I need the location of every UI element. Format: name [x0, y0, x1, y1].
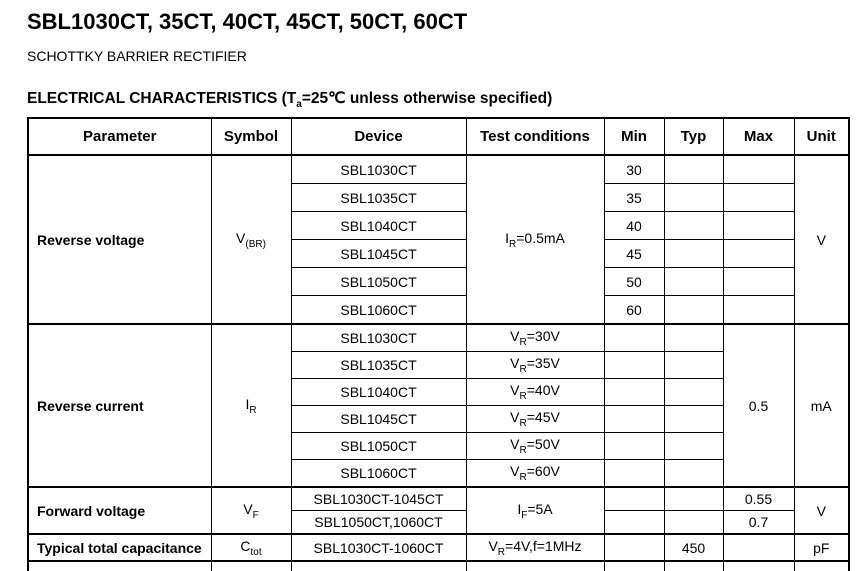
min-cell: 40 [604, 212, 664, 240]
symbol-base: C [240, 537, 251, 554]
table-row [28, 534, 849, 561]
test-post: =30V [526, 328, 560, 345]
test-conditions-cell [466, 534, 604, 561]
test-post: =40V [526, 382, 560, 399]
test-conditions-cell [466, 433, 604, 460]
column-header-device: Device [291, 118, 466, 155]
test-post: =45V [526, 409, 560, 426]
test-pre: I [517, 500, 522, 517]
max-cell-empty [723, 212, 794, 240]
test-conditions-cell [466, 379, 604, 406]
symbol-subscript: tot [250, 546, 262, 558]
column-header-min: Min [604, 118, 664, 155]
unit-cell: V [794, 155, 849, 324]
device-cell: SBL1030CT-1045CT [291, 487, 466, 511]
section-heading [27, 89, 866, 110]
section-heading-sub: a [296, 99, 302, 111]
max-cell-empty [723, 268, 794, 296]
test-conditions-cell [466, 324, 604, 352]
typ-cell-empty [664, 155, 723, 184]
test-pre: V [510, 355, 520, 372]
test-pre: I [505, 229, 509, 246]
test-pre: V [510, 382, 520, 399]
test-subscript: R [519, 472, 527, 484]
column-header-max: Max [723, 118, 794, 155]
typ-cell-empty [664, 184, 723, 212]
test-subscript: R [497, 546, 506, 558]
min-cell-empty [604, 379, 664, 406]
max-cell: 0.55 [723, 487, 794, 511]
symbol-subscript: R [249, 404, 257, 416]
typ-cell-empty [664, 240, 723, 268]
typ-cell-empty [664, 212, 723, 240]
min-cell: 45 [604, 240, 664, 268]
device-cell: SBL1030CT-1060CT [291, 534, 466, 561]
symbol-cell [211, 487, 291, 534]
device-cell: SBL1040CT [291, 379, 466, 406]
min-cell-empty [604, 324, 664, 352]
max-cell-empty [723, 534, 794, 561]
device-cell: SBL1060CT [291, 296, 466, 325]
test-subscript: R [519, 418, 527, 430]
test-conditions-cell [466, 487, 604, 534]
device-cell: SBL1050CT,1060CT [291, 511, 466, 535]
min-cell-empty [604, 433, 664, 460]
min-cell-empty [604, 511, 664, 535]
min-cell: 30 [604, 155, 664, 184]
test-pre: V [510, 328, 520, 345]
min-cell: 50 [604, 268, 664, 296]
device-cell: SBL1050CT [291, 433, 466, 460]
test-post: =35V [526, 355, 560, 372]
max-cell-empty [723, 184, 794, 212]
typ-cell-empty [664, 268, 723, 296]
parameter-cell: Reverse voltage [28, 155, 211, 324]
symbol-base: I [245, 395, 250, 412]
column-header-unit: Unit [794, 118, 849, 155]
max-cell: 0.7 [723, 511, 794, 535]
test-pre: V [510, 436, 520, 453]
max-cell: 0.5 [723, 324, 794, 487]
typ-cell-empty [664, 352, 723, 379]
max-cell-empty [723, 155, 794, 184]
table-row [28, 324, 849, 352]
symbol-subscript: F [252, 509, 259, 521]
unit-cell: pF [794, 534, 849, 561]
test-subscript: R [519, 445, 527, 457]
test-post: =0.5mA [516, 229, 565, 246]
test-subscript: R [519, 364, 527, 376]
section-heading-post: =25℃ unless otherwise specified) [301, 90, 553, 108]
parameter-cell: Reverse current [28, 324, 211, 487]
test-pre: V [510, 463, 520, 480]
device-cell: SBL1035CT [291, 352, 466, 379]
test-subscript: R [519, 391, 527, 403]
test-post: =4V,f=1MHz [505, 537, 582, 554]
table-row [28, 487, 849, 511]
symbol-cell [211, 534, 291, 561]
column-header-test-conditions: Test conditions [466, 118, 604, 155]
min-cell: 35 [604, 184, 664, 212]
device-cell: SBL1040CT [291, 212, 466, 240]
typ-cell: 450 [664, 534, 723, 561]
test-post: =5A [527, 500, 553, 517]
electrical-characteristics-table [27, 117, 850, 571]
device-cell: SBL1035CT [291, 184, 466, 212]
symbol-cell [211, 324, 291, 487]
column-header-typ: Typ [664, 118, 723, 155]
test-conditions-cell [466, 406, 604, 433]
device-cell: SBL1050CT [291, 268, 466, 296]
device-cell: SBL1030CT [291, 155, 466, 184]
min-cell-empty [604, 534, 664, 561]
device-cell: SBL1045CT [291, 406, 466, 433]
section-heading-pre: ELECTRICAL CHARACTERISTICS (T [27, 90, 297, 108]
typ-cell-empty [664, 433, 723, 460]
test-pre: V [510, 409, 520, 426]
header-row [28, 118, 849, 155]
table-row [28, 155, 849, 184]
typ-cell-empty [664, 460, 723, 488]
symbol-cell [211, 155, 291, 324]
symbol-base: V [243, 500, 253, 517]
page-title: SBL1030CT, 35CT, 40CT, 45CT, 50CT, 60CT [27, 9, 468, 34]
min-cell-empty [604, 406, 664, 433]
test-subscript: R [519, 337, 527, 349]
typ-cell-empty [664, 379, 723, 406]
test-post: =50V [526, 436, 560, 453]
parameter-cell: Forward voltage [28, 487, 211, 534]
page-subtitle: SCHOTTKY BARRIER RECTIFIER [27, 48, 247, 65]
typ-cell-empty [664, 324, 723, 352]
min-cell-empty [604, 460, 664, 488]
column-header-symbol: Symbol [211, 118, 291, 155]
symbol-subscript: (BR) [245, 238, 266, 250]
test-pre: V [488, 537, 498, 554]
column-header-parameter: Parameter [28, 118, 211, 155]
parameter-cell: Typical total capacitance [28, 534, 211, 561]
typ-cell-empty [664, 296, 723, 325]
max-cell-empty [723, 296, 794, 325]
test-conditions-cell [466, 155, 604, 324]
device-cell: SBL1045CT [291, 240, 466, 268]
min-cell-empty [604, 352, 664, 379]
unit-cell: V [794, 487, 849, 534]
typ-cell-empty [664, 487, 723, 511]
test-conditions-cell [466, 460, 604, 488]
test-conditions-cell [466, 352, 604, 379]
test-post: =60V [526, 463, 560, 480]
unit-cell: mA [794, 324, 849, 487]
device-cell: SBL1030CT [291, 324, 466, 352]
test-subscript: F [521, 509, 528, 521]
max-cell-empty [723, 240, 794, 268]
test-subscript: R [509, 238, 517, 250]
typ-cell-empty [664, 406, 723, 433]
symbol-base: V [236, 229, 246, 246]
typ-cell-empty [664, 511, 723, 535]
min-cell: 60 [604, 296, 664, 325]
min-cell-empty [604, 487, 664, 511]
device-cell: SBL1060CT [291, 460, 466, 488]
